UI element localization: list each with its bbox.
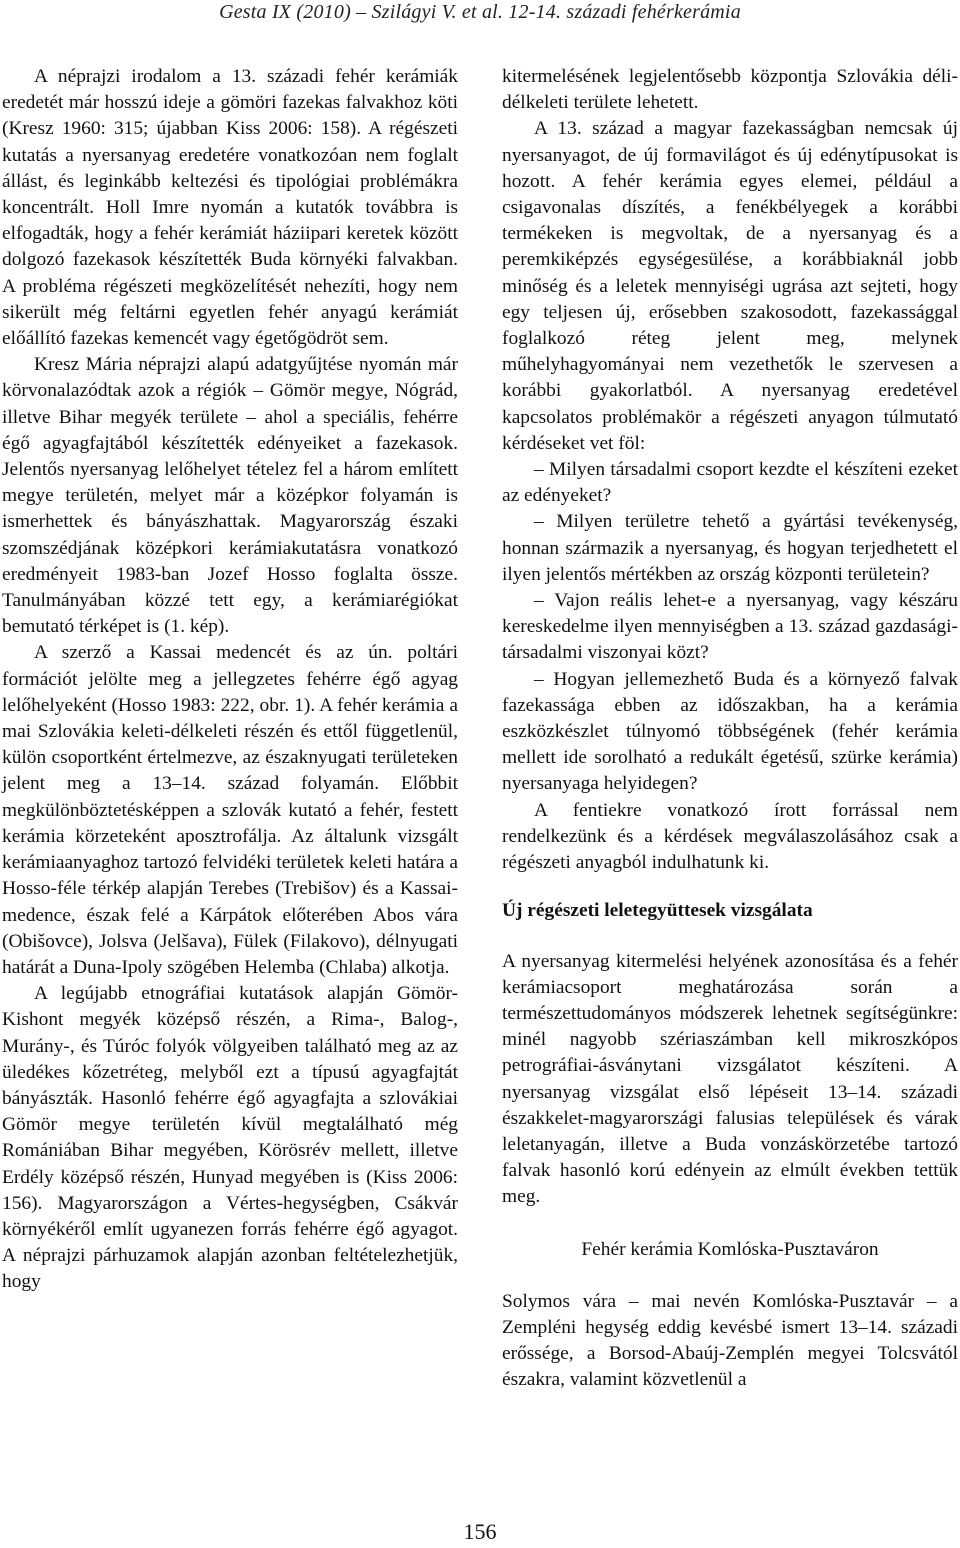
question-3: – Vajon reális lehet-e a nyersanyag, vagy készáru kereskedelme ilyen mennyiségben a 13. század gazdasági-társadalmi viszonyai közt?: [502, 590, 958, 664]
right-paragraph-2: A 13. század a magyar fazekasságban nemcsak új nyersanyagot, de új formavilágot és új edénytípusokat is hozott. A fehér kerámia egyes elemei, például a csigavonalas díszítés, a fenékbélyegek a korábbi termékeken is megvoltak, de a nyersanyag és a peremkiképzés egységesülése, a korábbiaknál jobb minőség és a leletek mennyiségi ugrása azt sejteti, hogy egy teljesen új, erősebben szakosodott, fazekassággal foglalkozó réteg jelent meg, melynek műhelyhagyományai nem vezethetők le szervesen a korábbi gyakorlatból. A nyersanyag eredetével kapcsolatos problémakör a régészeti anyagon túlmutató kérdéseket vet föl:: [502, 118, 958, 454]
section-paragraph: A nyersanyag kitermelési helyének azonosítása és a fehér kerámiacsoport meghatározása során a természettudományos módszerek lehetnek segítségünkre: minél nagyobb szériaszámban kell mikroszkópos petrográfiai-ásványtani vizsgálatot készíteni. A nyersanyag vizsgálat első lépéseit 13–14. századi északkelet-magyarországi falusias települések és várak leletanyagán, illetve a Buda vonzáskörzetébe tartozó falvak hasonló korú edényein az elmúlt években tettük meg.: [502, 950, 958, 1208]
right-column: [502, 64, 958, 1394]
question-2: – Milyen területre tehető a gyártási tevékenység, honnan származik a nyersanyag, és hogyan terjedhetett el ilyen jelentős mértékben az ország központi területein?: [502, 511, 958, 585]
section-heading: Új régészeti leletegyüttesek vizsgálata: [502, 900, 813, 922]
left-paragraph-3: A szerző a Kassai medencét és az ún. poltári formációt jelölte meg a jellegzetes fehérre égő agyag lelőhelyeként (Hosso 1983: 222, obr. 1). A fehér kerámia a mai Szlovákia keleti-délkeleti részén és ettől függetlenül, külön csoportként értelmezve, az északnyugati területeken jelent meg a 13–14. század folyamán. Előbbit megkülönböztetésképpen a szlovák kutató a fehér, festett kerámia körzeteként aposztrofálja. Az általunk vizsgált kerámiaanyaghoz tartozó felvidéki területek keleti határa a Hosso-féle térkép alapján Terebes (Trebišov) és a Kassai-medence, észak felé a Kárpátok előterében Abos vára (Obišovce), Jolsva (Jelšava), Fülek (Filakovo), délnyugati határát a Duna-Ipoly szögében Helemba (Chlaba) alkotja.: [2, 642, 458, 978]
right-paragraph-conclusion: A fentiekre vonatkozó írott forrással nem rendelkezünk és a kérdések megválaszolásához csak a régészeti anyagból indulhatunk ki.: [502, 799, 958, 874]
running-header: Gesta IX (2010) – Szilágyi V. et al. 12-14. századi fehérkerámia: [219, 1, 741, 23]
page-number: 156: [463, 1519, 497, 1544]
left-paragraph-4: A legújabb etnográfiai kutatások alapján Gömör-Kishont megyék középső részén, a Rima-, Balog-, Murány-, és Túróc folyók völgyeiben található meg az az üledékes kőzetréteg, melyből ezt a típusú agyagfajtát bányászták. Hasonló fehérre égő agyagfajta a szlovákiai Gömör megye területén kívül megtalálható még Romániában Bihar megyében, Körösrév mellett, illetve Erdély középső részén, Hunyad megyében is (Kiss 2006: 156). Magyarországon a Vértes-hegységben, Csákvár környékéről említ ugyanezen forrás fehérre égő agyagot. A néprajzi párhuzamok alapján azonban feltételezhetjük, hogy: [2, 983, 458, 1293]
left-paragraph-1: A néprajzi irodalom a 13. századi fehér kerámiák eredetét már hosszú ideje a gömöri fazekas falvakhoz köti (Kresz 1960: 315; újabban Kiss 2006: 158). A régészeti kutatás a nyersanyag eredetére vonatkozóan nem foglalt állást, és leginkább keltezési és tipológiai problémákra koncentrált. Holl Imre nyomán a kutatók továbbra is elfogadták, hogy a fehér kerámiát háziipari keretek között dolgozó fazekasok készítették Buda környéki falvakban. A probléma régészeti megközelítését nehezíti, hogy nem sikerült még feltárni egyetlen fehér anyagú kerámiát előállító fazekas kemencét vagy égetőgödröt sem.: [2, 66, 458, 350]
subsection-paragraph: Solymos vára – mai nevén Komlóska-Pusztavár – a Zempléni hegység eddig kevésbé ismert 13–14. századi erőssége, a Borsod-Abaúj-Zemplén megyei Tolcsvától északra, valamint közvetlenül a: [502, 1290, 958, 1391]
left-paragraph-2: Kresz Mária néprajzi alapú adatgyűjtése nyomán már körvonalazódtak azok a régiók – Gömör megye, Nógrád, illetve Bihar megyék területe – ahol a speciális, fehérre égő agyagfajtából készítették edényeiket a fazekasok. Jelentős nyersanyag lelőhelyet tételez fel a három említett megye területén, melyet már a középkor folyamán is ismerhettek és bányászhattak. Magyarország északi szomszédjának középkori kerámiakutatásra vonatkozó eredményeit 1983-ban Jozef Hosso foglalta össze. Tanulmányában közzé tett egy, a kerámiarégiókat bemutató térképet is (1. kép).: [2, 354, 458, 638]
question-1: – Milyen társadalmi csoport kezdte el készíteni ezeket az edényeket?: [502, 459, 958, 507]
right-paragraph-1: kitermelésének legjelentősebb központja Szlovákia déli-délkeleti területe lehetett.: [502, 66, 958, 114]
left-column: [2, 64, 458, 1296]
question-4: – Hogyan jellemezhető Buda és a környező falvak fazekassága ebben az időszakban, ha a kerámia eszközkészlet túlnyomó többségének (fehér kerámia mellett ide sorolható a redukált égetésű, szürke kerámia) nyersanyaga helyidegen?: [502, 668, 958, 795]
subsection-heading: Fehér kerámia Komlóska-Pusztaváron: [581, 1238, 879, 1260]
